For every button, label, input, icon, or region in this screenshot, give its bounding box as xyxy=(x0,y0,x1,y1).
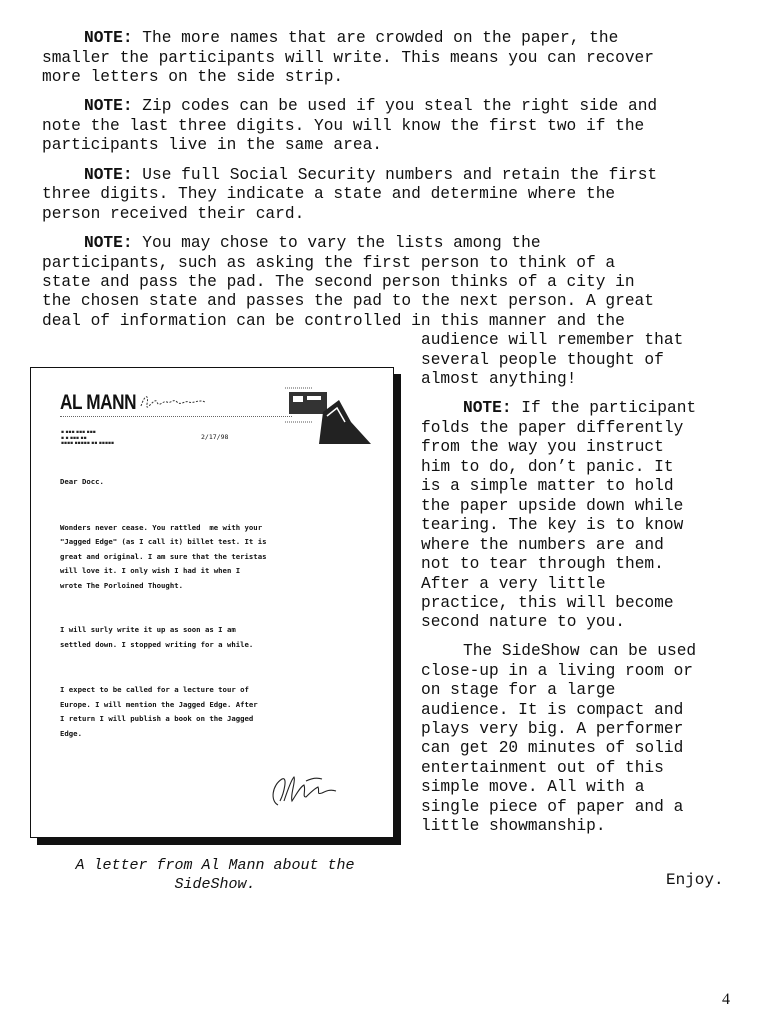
text-line: close-up in a living room or xyxy=(421,662,693,680)
text-line: simple move. All with a xyxy=(421,778,645,796)
text-line: more letters on the side strip. xyxy=(42,68,344,86)
text-line: Wonders never cease. You rattled me with your xyxy=(60,523,263,532)
text-line: If the participant xyxy=(511,399,697,417)
letter-image xyxy=(30,367,394,838)
text-line: Europe. I will mention the Jagged Edge. After xyxy=(60,700,258,709)
note-label: NOTE: xyxy=(463,399,512,417)
text-line: wrote The Porloined Thought. xyxy=(60,581,184,590)
text-line: note the last three digits. You will know the first two if the xyxy=(42,117,645,135)
figure-caption xyxy=(30,856,400,894)
note-label: NOTE: xyxy=(84,166,133,184)
text-line: the chosen state and passes the pad to the next person. A great xyxy=(42,292,654,310)
page-number: 4 xyxy=(722,991,730,1008)
text-line: The SideShow can be used xyxy=(463,642,697,660)
text-line: Zip codes can be used if you steal the right side and xyxy=(132,97,658,115)
text-line: him to do, don’t panic. It xyxy=(421,458,674,476)
letterhead-logo xyxy=(283,382,377,444)
text-line: on stage for a large xyxy=(421,681,616,699)
note-label: NOTE: xyxy=(84,97,133,115)
text-line: settled down. I stopped writing for a while. xyxy=(60,640,254,649)
closing-text: Enjoy. xyxy=(666,871,724,889)
text-line: audience will remember that xyxy=(421,331,684,349)
letter-date: 2/17/98 xyxy=(201,433,229,441)
text-line: single piece of paper and a xyxy=(421,798,684,816)
text-line: Use full Social Security numbers and retain the first xyxy=(132,166,658,184)
text-line: almost anything! xyxy=(421,370,577,388)
text-line: entertainment out of this xyxy=(421,759,664,777)
text-line: smaller the participants will write. This means you can recover xyxy=(42,49,654,67)
letterhead-name: AL MANN xyxy=(60,391,137,414)
text-line: I will surly write it up as soon as I am xyxy=(60,625,236,634)
text-line: great and original. I am sure that the teristas xyxy=(60,552,267,561)
text-line: state and pass the pad. The second person thinks of a city in xyxy=(42,273,635,291)
text-line: "Jagged Edge" (as I call it) billet test. It is xyxy=(60,537,267,546)
text-line: is a simple matter to hold xyxy=(421,477,674,495)
letterhead-rule xyxy=(60,416,292,417)
text-line: plays very big. A performer xyxy=(421,720,684,738)
text-line: will love it. I only wish I had it when I xyxy=(60,566,241,575)
text-line: audience. It is compact and xyxy=(421,701,684,719)
text-line: deal of information can be controlled in this manner and the xyxy=(42,312,625,330)
letter-greeting: Dear Docc. xyxy=(60,477,104,486)
text-line: three digits. They indicate a state and determine where the xyxy=(42,185,616,203)
text-line: little showmanship. xyxy=(421,817,606,835)
text-line: second nature to you. xyxy=(421,613,625,631)
text-line: where the numbers are and xyxy=(421,536,664,554)
text-line: several people thought of xyxy=(421,351,664,369)
text-line: from the way you instruct xyxy=(421,438,664,456)
text-line: You may chose to vary the lists among the xyxy=(132,234,541,252)
caption-line: SideShow. xyxy=(174,876,256,893)
letterhead-contact: ▪ ▪▪▪ ▪▪▪ ▪▪▪ ▪ ▪ ▪▪▪ ▪▪ ▪▪▪▪ ▪▪▪▪▪ ▪▪ ▪▪▪▪▪ xyxy=(61,430,115,446)
right-column xyxy=(421,331,733,841)
text-line: participants live in the same area. xyxy=(42,136,382,154)
signature-logo xyxy=(139,390,209,412)
text-line: tearing. The key is to know xyxy=(421,516,684,534)
text-line: The more names that are crowded on the paper, the xyxy=(132,29,619,47)
text-line: practice, this will become xyxy=(421,594,674,612)
text-line: I return I will publish a book on the Jagged xyxy=(60,714,254,723)
note-label: NOTE: xyxy=(84,29,133,47)
handwritten-signature xyxy=(266,771,346,811)
text-line: the paper upside down while xyxy=(421,497,684,515)
text-line: participants, such as asking the first person to think of a xyxy=(42,254,616,272)
text-line: After a very little xyxy=(421,575,606,593)
caption-line: A letter from Al Mann about the xyxy=(75,857,355,874)
text-line: not to tear through them. xyxy=(421,555,664,573)
note-label: NOTE: xyxy=(84,234,133,252)
text-line: I expect to be called for a lecture tour of xyxy=(60,685,249,694)
text-line: can get 20 minutes of solid xyxy=(421,739,684,757)
text-line: folds the paper differently xyxy=(421,419,684,437)
text-line: Edge. xyxy=(60,729,82,738)
text-line: person received their card. xyxy=(42,205,305,223)
